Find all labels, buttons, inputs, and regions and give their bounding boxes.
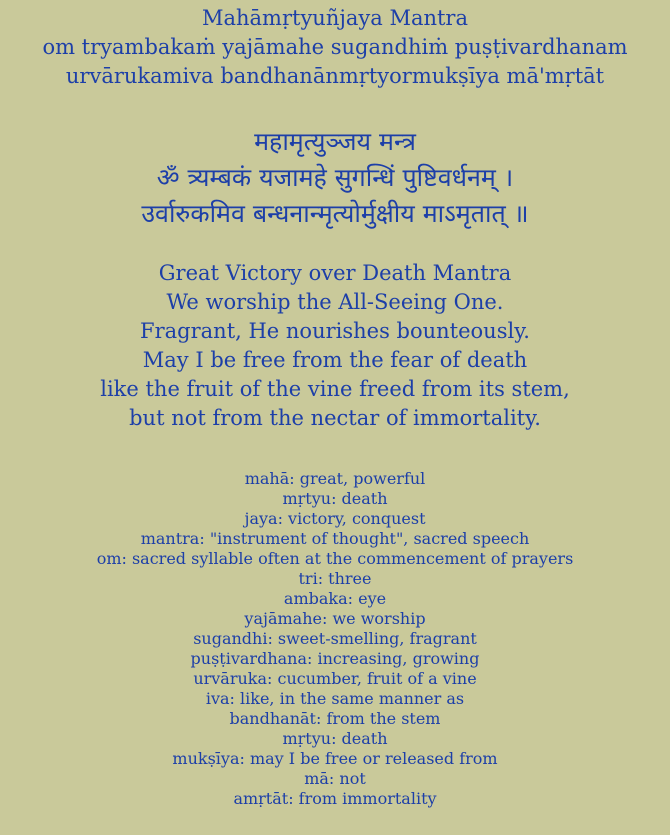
glossary-item: amṛtāt: from immortality	[233, 789, 437, 808]
glossary-item: mṛtyu: death	[282, 489, 388, 508]
glossary-item: jaya: victory, conquest	[244, 509, 426, 528]
glossary-item: iva: like, in the same manner as	[205, 689, 465, 708]
devanagari-line-2: उर्वारुकमिव बन्धनान्मृत्योर्मुक्षीय माऽमृतात् ॥	[141, 199, 529, 228]
glossary-item: tri: three	[298, 569, 372, 588]
glossary-item: mā: not	[304, 769, 366, 788]
transliteration-line-1: om tryambakaṁ yajāmahe sugandhiṁ puṣṭivardhanam	[42, 35, 628, 59]
glossary-section	[0, 469, 670, 809]
glossary-item: puṣṭivardhana: increasing, growing	[190, 649, 480, 668]
translation-line: like the fruit of the vine freed from its stem,	[100, 377, 570, 401]
transliteration-section	[0, 4, 670, 91]
transliteration-title: Mahāmṛtyuñjaya Mantra	[201, 6, 468, 30]
translation-line: Fragrant, He nourishes bounteously.	[140, 319, 530, 343]
translation-line: We worship the All-Seeing One.	[166, 290, 504, 314]
glossary-item: ambaka: eye	[283, 589, 387, 608]
glossary-item: yajāmahe: we worship	[244, 609, 426, 628]
translation-section	[0, 259, 670, 433]
devanagari-line-1: ॐ त्र्यम्बकं यजामहे सुगन्धिं पुष्टिवर्धनम् ।	[156, 163, 514, 192]
glossary-item: mukṣīya: may I be free or released from	[172, 749, 498, 768]
translation-line: May I be free from the fear of death	[142, 348, 528, 372]
glossary-item: bandhanāt: from the stem	[229, 709, 441, 728]
devanagari-section	[0, 124, 670, 232]
glossary-item: mantra: "instrument of thought", sacred speech	[140, 529, 530, 548]
glossary-item: sugandhi: sweet-smelling, fragrant	[193, 629, 477, 648]
glossary-item: urvāruka: cucumber, fruit of a vine	[193, 669, 477, 688]
translation-title: Great Victory over Death Mantra	[158, 261, 512, 285]
transliteration-line-2: urvārukamiva bandhanānmṛtyormukṣīya mā'mṛtāt	[65, 64, 605, 88]
glossary-item: mahā: great, powerful	[244, 469, 426, 488]
translation-line: but not from the nectar of immortality.	[129, 406, 541, 430]
glossary-item: mṛtyu: death	[282, 729, 388, 748]
glossary-item: om: sacred syllable often at the commencement of prayers	[96, 549, 574, 568]
devanagari-title: महामृत्युञ्जय मन्त्र	[254, 127, 416, 156]
